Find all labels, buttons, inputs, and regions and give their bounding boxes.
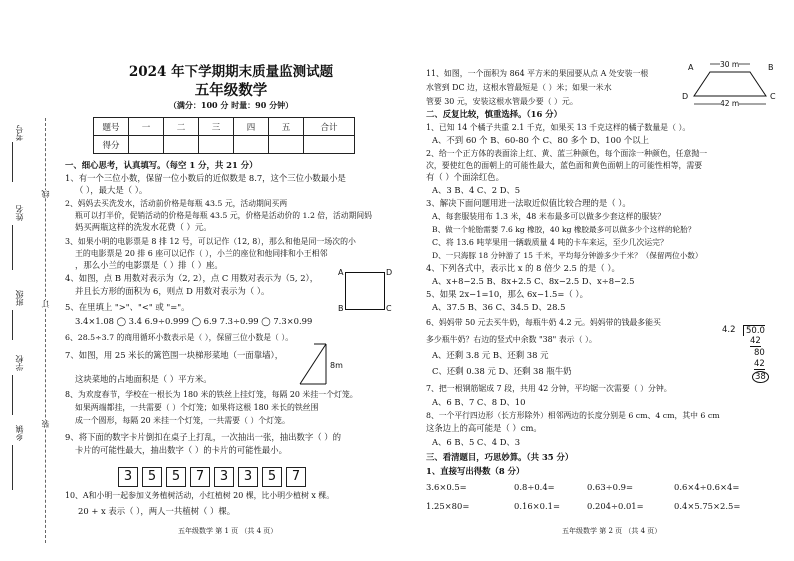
calc-item: 0.8÷0.4=: [514, 482, 555, 492]
question-line: 7、把一根钢筋锯成 7 段，共用 42 分钟，平均锯一次需要（ ）分钟。: [426, 384, 672, 393]
question-line: 11、如图，一个面积为 864 平方米的果园要从点 A 处安装一根: [426, 69, 649, 78]
right-page: [402, 0, 794, 561]
cut-line: [45, 118, 46, 543]
number-cards: [118, 465, 310, 487]
question-line: 2、给一个正方体的表面涂上红、黄、蓝三种颜色，每个面涂一种颜色，任意抛一: [426, 149, 708, 158]
question-line: 有（ ）个面涂红色。: [426, 172, 505, 182]
options-line: A、每套服装用布 1.3 米，48 米布最多可以做多少套这样的服装？: [432, 212, 666, 221]
score-cell: 题号: [94, 118, 129, 136]
margin-rule: [12, 225, 13, 270]
options-line: B、做一个轮胎需要 7.6 kg 橡胶，40 kg 橡胶最多可以做多少个这样的轮胎？: [432, 225, 696, 234]
division-remainder: 38: [752, 371, 769, 383]
question-line: 8、一个平行四边形（长方形除外）相邻两边的长度分别是 6 cm、4 cm，其中 6 cm: [426, 411, 720, 420]
question-line: 3.4×1.08 ◯ 3.4 6.9÷0.999 ◯ 6.9 7.3÷0.99 ◯ 7.3×0.99: [75, 316, 313, 326]
question-line: 8、为欢度春节，学校在一根长为 180 米的铁丝上挂灯笼，每隔 20 米挂一个灯笼。: [65, 390, 358, 399]
question-line: 3、如果小明的电影票是 8 排 12 号，可以记作（12, 8），那么和他是同一场次的小: [65, 237, 356, 246]
question-line: 如果两端都挂，一共需要（ ）个灯笼；如果将这根 180 米长的铁丝围: [75, 403, 319, 412]
question-line: 水管到 DC 边，这根水管最短是（ ）米；如果一米水: [426, 83, 612, 92]
number-card: 3: [238, 467, 258, 487]
number-card: 7: [190, 467, 210, 487]
score-input-cell[interactable]: [164, 136, 199, 154]
calc-item: 3.6×0.5=: [426, 482, 467, 492]
rectangle-figure: [345, 272, 385, 310]
options-line: A、不到 60 个 B、60-80 个 C、80 多个 D、100 个以上: [432, 135, 649, 145]
options-line: A、3 B、4 C、2 D、5: [432, 185, 521, 195]
question-line: 6、妈妈带 50 元去买牛奶，每瓶牛奶 4.2 元。妈妈带的钱最多能买: [426, 318, 661, 327]
point-label-b: B: [338, 304, 344, 313]
cut-word: 装: [41, 420, 50, 428]
calc-item: 0.6×4÷0.6×4=: [674, 482, 740, 492]
section-3-heading: 三、看清题目，巧思妙算。（共 35 分）: [426, 452, 574, 462]
score-table-header-row: [94, 118, 355, 136]
question-line: 并且长方形的面积为 6，则点 D 用数对表示为（ ）。: [75, 286, 270, 296]
options-line: D、一只海豚 18 分钟游了 15 千米，平均每分钟游多少千米？（保留两位小数）: [432, 251, 703, 260]
section-1-heading: 一、细心思考，认真填写。（每空 1 分，共 21 分）: [65, 160, 258, 170]
score-cell: 一: [129, 118, 164, 136]
question-line: 次，要使红色的面朝上的可能性最大，蓝色面和黄色面朝上的可能性相等，需要: [426, 161, 703, 170]
calc-item: 0.63÷0.9=: [587, 482, 634, 492]
question-line: 9、将下面的数字卡片倒扣在桌子上打乱，一次抽出一张，抽出数字（ ）的: [65, 432, 341, 442]
trapezoid-garden-figure: [298, 340, 353, 388]
score-cell: 合计: [304, 118, 355, 136]
point-label-b: B: [768, 63, 774, 72]
cut-word: 线: [41, 190, 50, 198]
point-label-a: A: [688, 63, 694, 72]
division-dividend: 50.0: [743, 325, 765, 336]
question-line: 20 + x 表示（ ），两人一共植树（ ）棵。: [78, 506, 236, 516]
margin-label-school: 学校: [15, 355, 24, 371]
score-cell: 五: [269, 118, 304, 136]
score-table-score-row: [94, 136, 355, 154]
question-line: 妈买两瓶这样的洗发水花费（ ）元。: [75, 222, 212, 232]
question-line: 多少瓶牛奶？右边的竖式中余数 "38" 表示（ ）。: [426, 335, 597, 344]
score-cell: 得分: [94, 136, 129, 154]
number-card: 3: [214, 467, 234, 487]
number-card: 7: [286, 467, 306, 487]
number-card: 5: [262, 467, 282, 487]
margin-rule: [12, 310, 13, 340]
calc-item: 0.16×0.1=: [514, 501, 561, 511]
question-line: 4、如图，点 B 用数对表示为（2, 2），点 C 用数对表示为（5, 2），: [65, 273, 319, 283]
question-line: 卡片的可能性最大，抽出数字（ ）的卡片的可能性最小。: [75, 445, 288, 455]
options-line: A、6 B、5 C、4 D、3: [432, 437, 521, 447]
point-label-d: D: [386, 268, 393, 277]
margin-label-name: 姓名: [15, 205, 24, 221]
calc-item: 0.4×5.75×2.5=: [674, 501, 741, 511]
question-line: 5、如果 2x−1=10，那么 6x−1.5=（ ）。: [426, 289, 588, 299]
height-label: 8m: [330, 361, 343, 370]
score-input-cell[interactable]: [269, 136, 304, 154]
division-step: 42: [754, 359, 765, 369]
cut-word: 订: [41, 300, 50, 308]
question-line: 这块菜地的占地面积是（ ）平方米。: [75, 374, 212, 384]
number-card: 5: [142, 467, 162, 487]
question-line: 5、在里填上 ">"、"<" 或 "="。: [65, 302, 190, 312]
margin-label-class: 班级: [15, 290, 24, 306]
division-step: 42: [750, 336, 761, 346]
question-line: 1、已知 14 个橘子共重 2.1 千克，如果买 13 千克这样的橘子数量是（ ）。: [426, 123, 691, 132]
question-line: 王的电影票是 20 排 6 座可以记作（ ），小兰的座位和他同排和小王相邻: [75, 249, 328, 258]
score-input-cell[interactable]: [129, 136, 164, 154]
exam-subtitle: 五年级数学: [194, 82, 268, 99]
question-line: 4、下列各式中，表示比 x 的 8 倍少 2.5 的是（ ）。: [426, 263, 620, 273]
margin-rule: [12, 375, 13, 415]
exam-meta: （满分：100 分 时量：90 分钟）: [168, 100, 294, 110]
calc-item: 0.204÷0.01=: [587, 501, 644, 511]
margin-label-town: 乡镇: [15, 425, 24, 441]
options-line: A、6 B、7 C、8 D、10: [432, 397, 526, 407]
binding-margin: [0, 0, 62, 561]
question-line: 1、有一个三位小数，保留一位小数后的近似数是 8.7，这个三位小数最小是: [65, 173, 346, 183]
question-line: 2、妈妈去买洗发水，活动前价格是每瓶 43.5 元，活动期间买两: [65, 199, 288, 208]
score-input-cell[interactable]: [234, 136, 269, 154]
page-footer: 五年级数学 第 2 页 （共 4 页）: [562, 527, 662, 535]
subsection-heading: 1、直接写出得数（8 分）: [426, 466, 525, 476]
options-line: A、还剩 3.8 元 B、还剩 38 元: [432, 350, 549, 360]
score-input-cell[interactable]: [199, 136, 234, 154]
division-divisor: 4.2: [722, 325, 736, 335]
options-line: C、还剩 0.38 元 D、还剩 38 瓶牛奶: [432, 366, 572, 376]
question-line: 管要 30 元，安装这根水管最少要（ ）元。: [426, 97, 578, 106]
score-cell: 二: [164, 118, 199, 136]
trapezoid-shape: [694, 72, 766, 96]
point-label-a: A: [338, 268, 344, 277]
point-label-d: D: [682, 92, 689, 101]
fence-line: [300, 344, 326, 384]
margin-label-id: 考号: [15, 125, 24, 141]
question-line: 7、如图，用 25 米长的篱笆围一块梯形菜地（一面靠墙），: [65, 350, 284, 360]
calc-item: 1.25×80=: [426, 501, 470, 511]
question-line: 成一个圆形，每隔 20 米挂一个灯笼，一共需要（ ）个灯笼。: [75, 416, 290, 425]
options-line: A、x+8−2.5 B、8x+2.5 C、8x−2.5 D、x÷8−2.5: [432, 276, 635, 286]
question-line: 这条边上的高可能是（ ）cm。: [426, 423, 542, 433]
question-line: （ ），最大是（ ）。: [75, 185, 148, 195]
question-line: ，那么小兰的电影票是（ ）排（ ）座。: [75, 260, 223, 270]
division-step: 80: [754, 348, 765, 358]
question-line: 瓶可以打半价，促销活动的价格是每瓶 43.5 元，价格是活动价的 1.2 倍，活动期间妈: [75, 211, 372, 220]
score-cell: 三: [199, 118, 234, 136]
top-length-label: 30 m: [720, 60, 740, 69]
options-line: A、37.5 B、36 C、34.5 D、28.5: [432, 302, 566, 312]
section-2-heading: 二、反复比较，慎重选择。（16 分）: [426, 109, 562, 119]
question-line: 6、28.5÷3.7 的商用循环小数表示是（ ），保留三位小数是（ ）。: [65, 333, 294, 342]
score-input-cell[interactable]: [304, 136, 355, 154]
number-card: 3: [118, 467, 138, 487]
score-table: [93, 117, 355, 154]
margin-rule: [12, 445, 13, 490]
point-label-c: C: [770, 92, 776, 101]
options-line: C、将 13.6 吨苹果用一辆载质量 4 吨的卡车来运，至少几次运完？: [432, 238, 668, 247]
point-label-c: C: [386, 304, 392, 313]
bottom-length-label: 42 m: [720, 99, 740, 108]
exam-title: 2024 年下学期期末质量监测试题: [128, 64, 334, 80]
page-footer: 五年级数学 第 1 页 （共 4 页）: [178, 527, 278, 535]
score-cell: 四: [234, 118, 269, 136]
margin-rule: [12, 142, 13, 182]
question-line: 3、解决下面问题用进一法取近似值比较合理的是（ ）。: [426, 198, 631, 208]
number-card: 5: [166, 467, 186, 487]
question-line: 10、A和小明一起参加义务植树活动，小红植树 20 棵，比小明少植树 x 棵。: [65, 491, 335, 500]
